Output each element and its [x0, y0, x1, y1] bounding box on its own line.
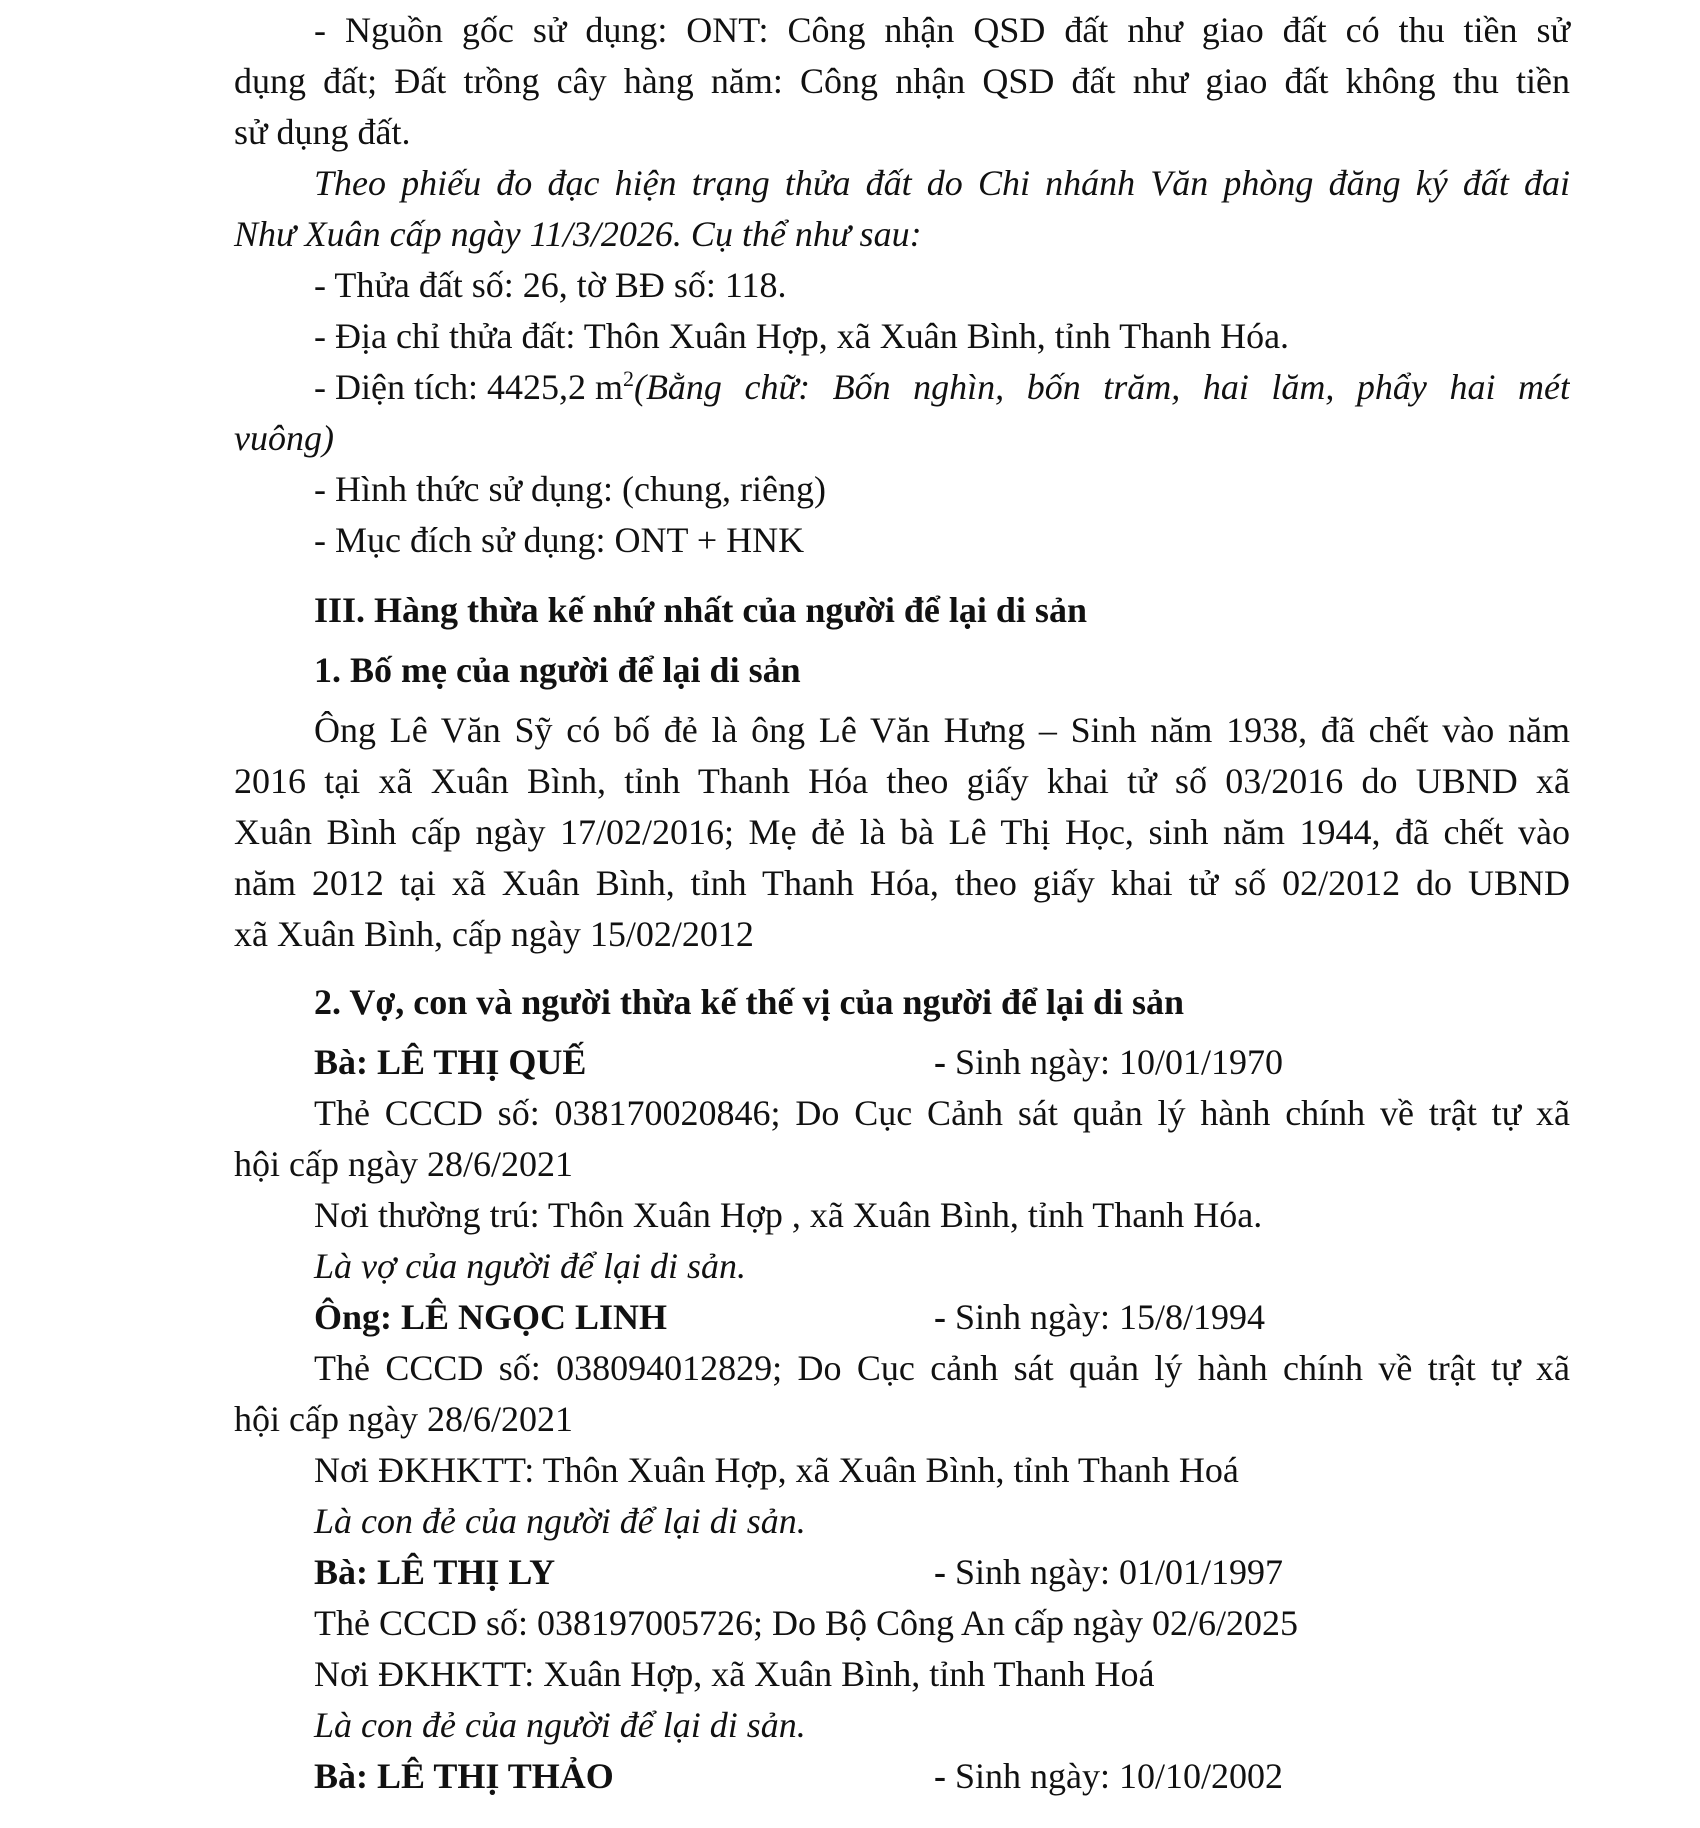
parents-line-4: năm 2012 tại xã Xuân Bình, tỉnh Thanh Hóa, theo giấy khai tử số 02/2012 do UBND	[234, 863, 1570, 903]
heir-3-name: Bà: LÊ THỊ LY	[314, 1552, 556, 1592]
usage-purpose: - Mục đích sử dụng: ONT + HNK	[314, 520, 805, 560]
subsection-1-heading: 1. Bố mẹ của người để lại di sản	[314, 650, 801, 690]
parents-line-5: xã Xuân Bình, cấp ngày 15/02/2012	[234, 914, 754, 954]
subsection-2-heading: 2. Vợ, con và người thừa kế thế vị của người để lại di sản	[314, 982, 1185, 1022]
heir-2-header	[234, 1295, 1570, 1339]
heir-3-header	[234, 1550, 1570, 1594]
heir-1-name: Bà: LÊ THỊ QUẾ	[314, 1042, 587, 1082]
heir-4-dob: - Sinh ngày: 10/10/2002	[934, 1756, 1284, 1796]
heir-1-dob: - Sinh ngày: 10/01/1970	[934, 1042, 1284, 1082]
origin-line-2: dụng đất; Đất trồng cây hàng năm: Công nhận QSD đất như giao đất không thu tiền	[234, 61, 1570, 101]
parcel-address: - Địa chỉ thửa đất: Thôn Xuân Hợp, xã Xuân Bình, tỉnh Thanh Hóa.	[314, 316, 1290, 356]
heir-2-name: Ông: LÊ NGỌC LINH	[314, 1297, 668, 1337]
origin-line-1: - Nguồn gốc sử dụng: ONT: Công nhận QSD đất như giao đất có thu tiền sử	[314, 10, 1570, 50]
parents-line-2: 2016 tại xã Xuân Bình, tỉnh Thanh Hóa theo giấy khai tử số 03/2016 do UBND xã	[234, 761, 1570, 801]
survey-line-1: Theo phiếu đo đạc hiện trạng thửa đất do Chi nhánh Văn phòng đăng ký đất đai	[314, 163, 1570, 203]
heir-4-name: Bà: LÊ THỊ THẢO	[314, 1756, 614, 1796]
heir-3-relation: Là con đẻ của người để lại di sản.	[314, 1705, 806, 1745]
usage-form: - Hình thức sử dụng: (chung, riêng)	[314, 469, 826, 509]
heir-4-header	[234, 1754, 1570, 1798]
heir-3-dob: - Sinh ngày: 01/01/1997	[934, 1552, 1284, 1592]
heir-3-id: Thẻ CCCD số: 038197005726; Do Bộ Công An cấp ngày 02/6/2025	[314, 1603, 1298, 1643]
origin-line-3: sử dụng đất.	[234, 112, 411, 152]
heir-2-residence: Nơi ĐKHKTT: Thôn Xuân Hợp, xã Xuân Bình, tỉnh Thanh Hoá	[314, 1450, 1239, 1490]
heir-2-dob: - Sinh ngày: 15/8/1994	[934, 1297, 1266, 1337]
heir-1-id-line-2: hội cấp ngày 28/6/2021	[234, 1144, 573, 1184]
parents-line-1: Ông Lê Văn Sỹ có bố đẻ là ông Lê Văn Hưng – Sinh năm 1938, đã chết vào năm	[314, 710, 1570, 750]
section-3-heading: III. Hàng thừa kế nhứ nhất của người để lại di sản	[314, 590, 1087, 630]
heir-1-id-line-1: Thẻ CCCD số: 038170020846; Do Cục Cảnh sát quản lý hành chính về trật tự xã	[314, 1093, 1570, 1133]
heir-1-residence: Nơi thường trú: Thôn Xuân Hợp , xã Xuân Bình, tỉnh Thanh Hóa.	[314, 1195, 1263, 1235]
area-value: - Diện tích: 4425,2 $m^2$	[314, 366, 634, 407]
heir-2-relation: Là con đẻ của người để lại di sản.	[314, 1501, 806, 1541]
parcel-number: - Thửa đất số: 26, tờ BĐ số: 118.	[314, 265, 787, 305]
area-line-1	[234, 365, 1570, 409]
heir-1-relation: Là vợ của người để lại di sản.	[314, 1246, 747, 1286]
parents-line-3: Xuân Bình cấp ngày 17/02/2016; Mẹ đẻ là bà Lê Thị Học, sinh năm 1944, đã chết vào	[234, 812, 1570, 852]
area-line-2: vuông)	[234, 418, 334, 458]
area-unit-superscript: 2	[622, 366, 634, 391]
survey-line-2: Như Xuân cấp ngày 11/3/2026. Cụ thể như sau:	[234, 214, 922, 254]
heir-3-residence: Nơi ĐKHKTT: Xuân Hợp, xã Xuân Bình, tỉnh Thanh Hoá	[314, 1654, 1155, 1694]
heir-2-id-line-1: Thẻ CCCD số: 038094012829; Do Cục cảnh sát quản lý hành chính về trật tự xã	[314, 1348, 1570, 1388]
heir-2-id-line-2: hội cấp ngày 28/6/2021	[234, 1399, 573, 1439]
heir-1-header	[234, 1040, 1570, 1084]
area-in-words: (Bằng chữ: Bốn nghìn, bốn trăm, hai lăm, phẩy hai mét	[633, 367, 1570, 407]
